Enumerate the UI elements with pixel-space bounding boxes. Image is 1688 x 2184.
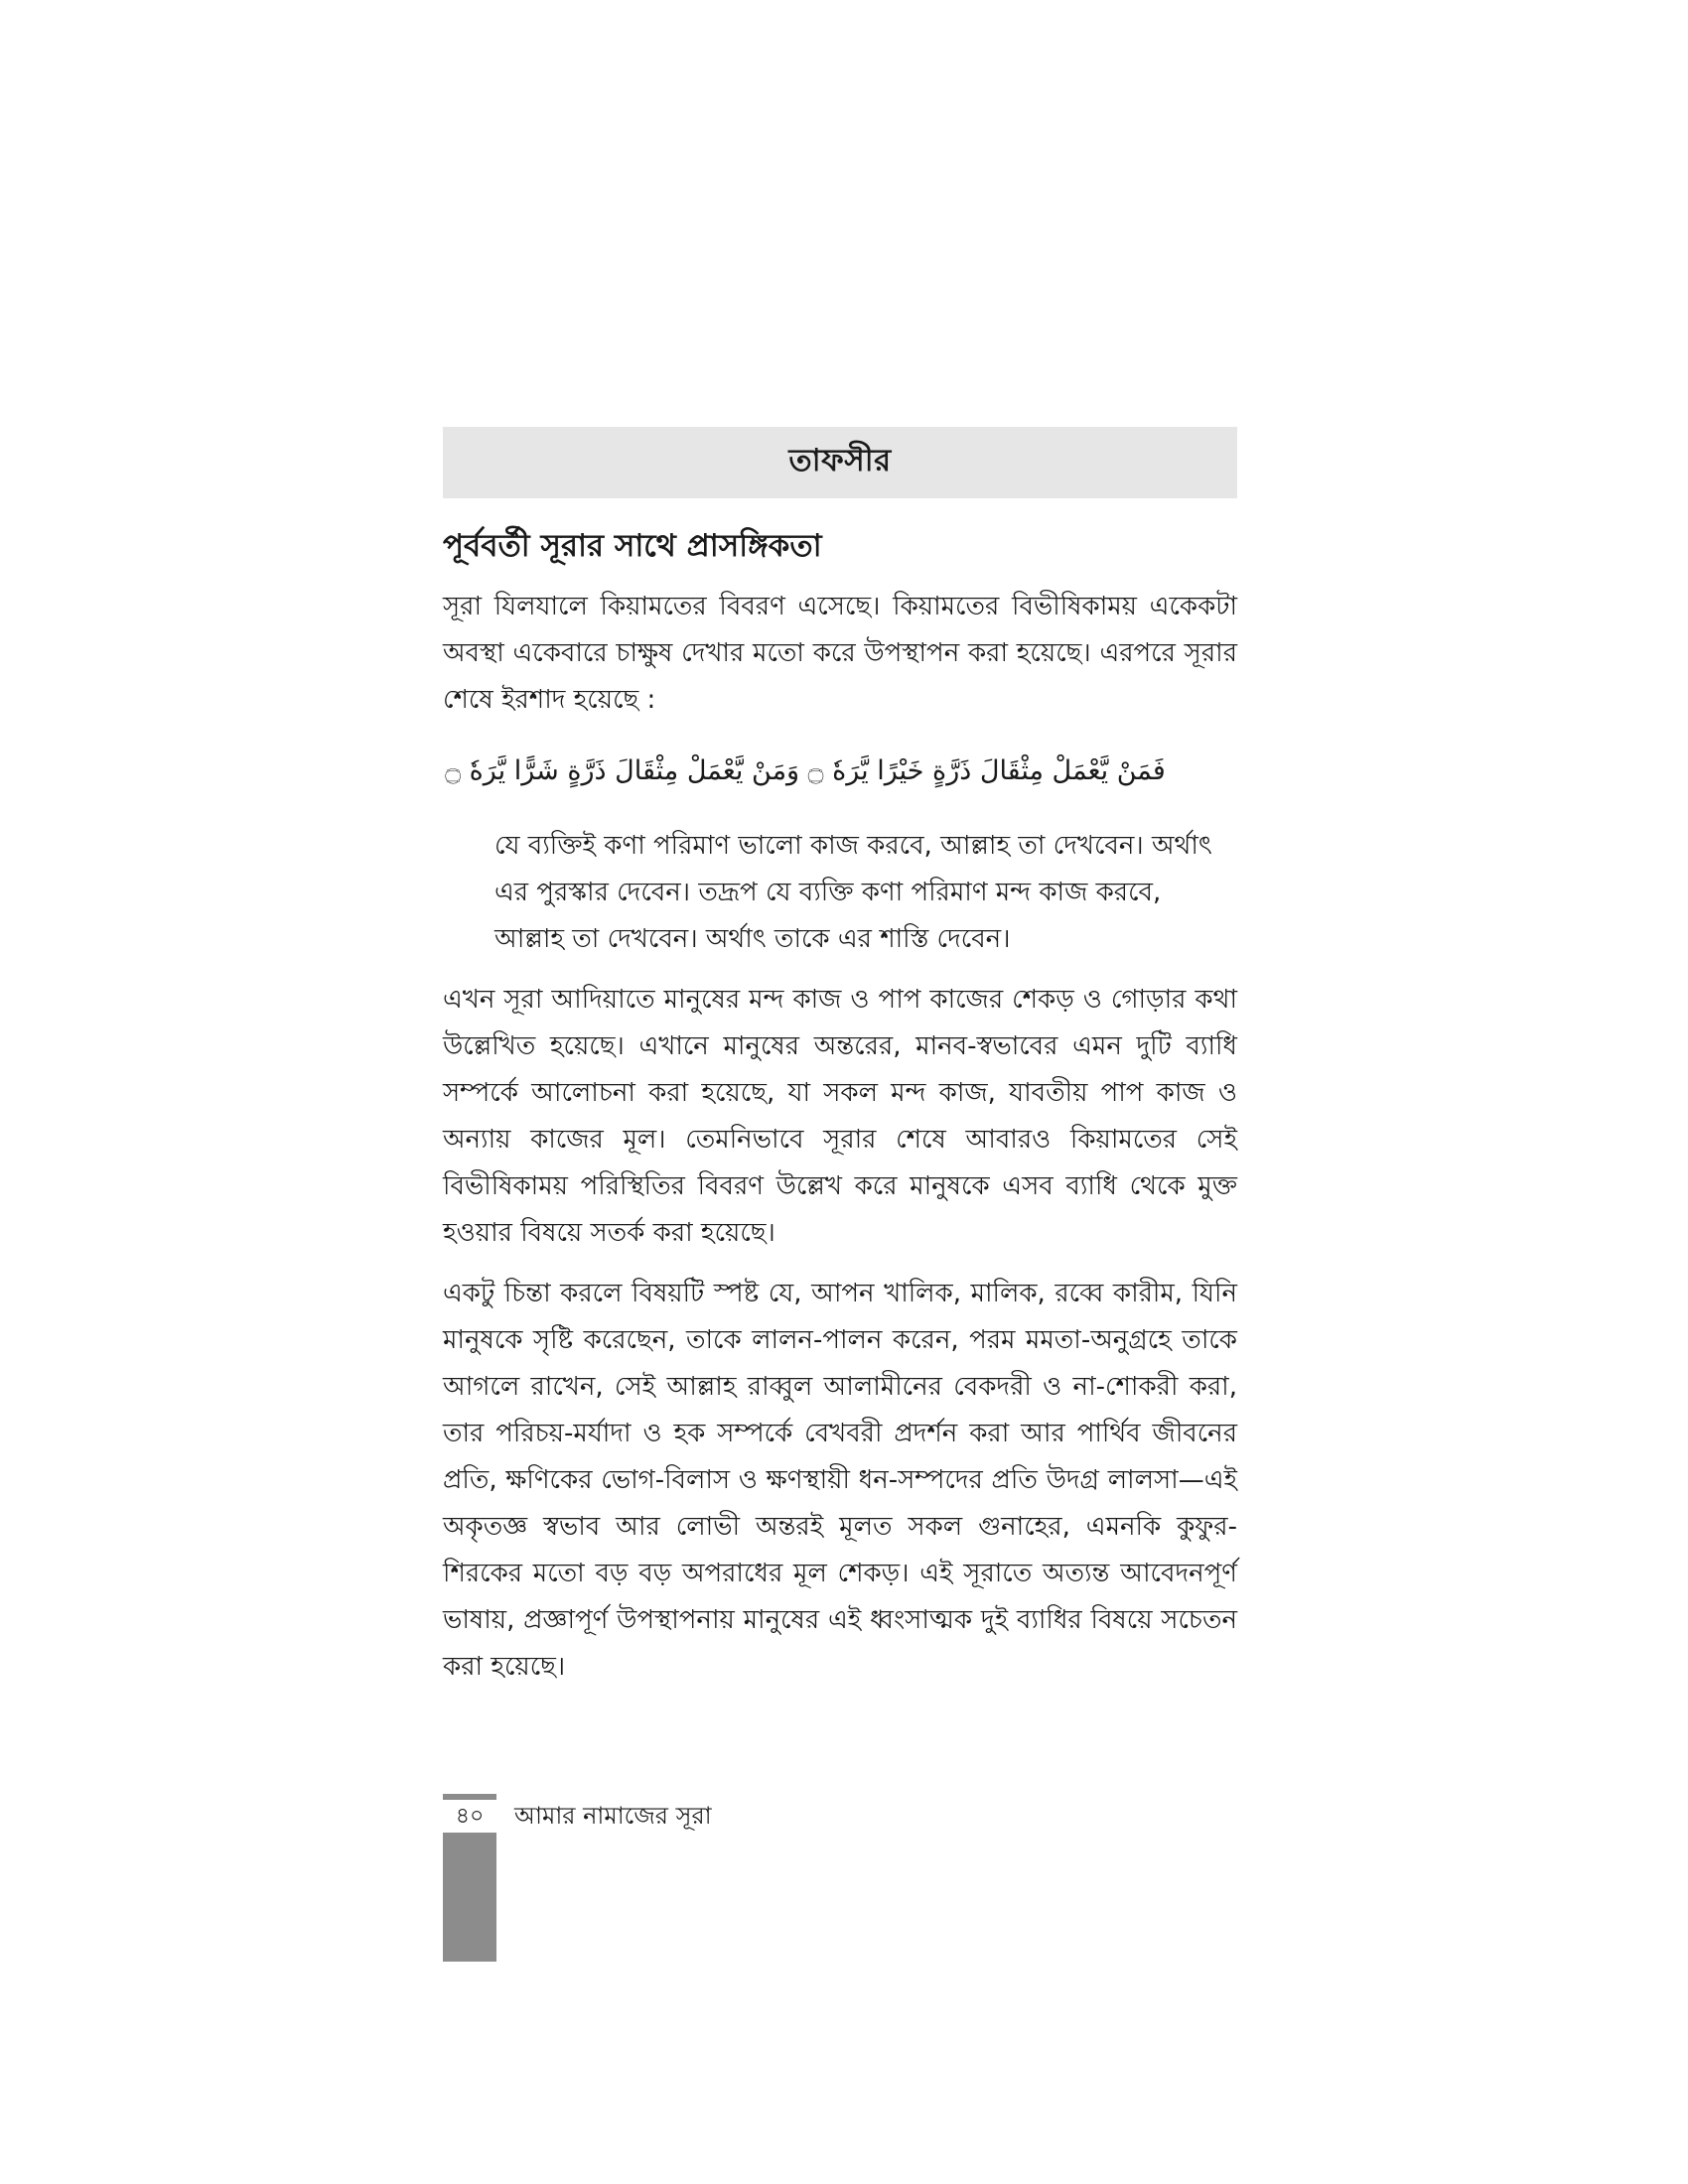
page-content	[443, 516, 1237, 1705]
arabic-verse: فَمَنْ يَّعْمَلْ مِثْقَالَ ذَرَّةٍ خَيْرًا يَّرَهٗ ۝ وَمَنْ يَّعْمَلْ مِثْقَالَ ذَرَّةٍ شَرًّا يَّرَهٗ ۝	[445, 755, 1166, 787]
verse-translation: যে ব্যক্তিই কণা পরিমাণ ভালো কাজ করবে, আল্লাহ তা দেখবেন। অর্থাৎ এর পুরস্কার দেবেন। তদ্রূপ যে ব্যক্তি কণা পরিমাণ মন্দ কাজ করবে, আল্লাহ তা দেখবেন। অর্থাৎ তাকে এর শাস্তি দেবেন।	[494, 831, 1212, 955]
section-header-band	[443, 427, 1237, 498]
paragraph-3: একটু চিন্তা করলে বিষয়টি স্পষ্ট যে, আপন খালিক, মালিক, রব্বে কারীম, যিনি মানুষকে সৃষ্টি করেছেন, তাকে লালন-পালন করেন, পরম মমতা-অনুগ্রহে তাকে আগলে রাখেন, সেই আল্লাহ রাব্বুল আলামীনের বেকদরী ও না-শোকরী করা, তার পরিচয়-মর্যাদা ও হক সম্পর্কে বেখবরী প্রদর্শন করা আর পার্থিব জীবনের প্রতি, ক্ষণিকের ভোগ-বিলাস ও ক্ষণস্থায়ী ধন-সম্পদের প্রতি উদগ্র লালসা—এই অকৃতজ্ঞ স্বভাব আর লোভী অন্তরই মূলত সকল গুনাহের, এমনকি কুফুর-শিরকের মতো বড় বড় অপরাধের মূল শেকড়। এই সূরাতে অত্যন্ত আবেদনপূর্ণ ভাষায়, প্রজ্ঞাপূর্ণ উপস্থাপনায় মানুষের এই ধ্বংসাত্মক দুই ব্যাধির বিষয়ে সচেতন করা হয়েছে।	[443, 1279, 1237, 1683]
running-book-title: আমার নামাজের সূরা	[514, 1802, 712, 1830]
section-header-title: তাফসীর	[788, 443, 892, 478]
intro-paragraph: সূরা যিলযালে কিয়ামতের বিবরণ এসেছে। কিয়ামতের বিভীষিকাময় একেকটা অবস্থা একেবারে চাক্ষুষ দেখার মতো করে উপস্থাপন করা হয়েছে। এরপরে সূরার শেষে ইরশাদ হয়েছে :	[443, 592, 1237, 716]
page-footer	[443, 1793, 712, 1833]
footer-tab-bar	[443, 1833, 496, 1962]
page-number: ৪০	[443, 1794, 496, 1832]
paragraph-2: এখন সূরা আদিয়াতে মানুষের মন্দ কাজ ও পাপ কাজের শেকড় ও গোড়ার কথা উল্লেখিত হয়েছে। এখানে মানুষের অন্তরের, মানব-স্বভাবের এমন দুটি ব্যাধি সম্পর্কে আলোচনা করা হয়েছে, যা সকল মন্দ কাজ, যাবতীয় পাপ কাজ ও অন্যায় কাজের মূল। তেমনিভাবে সূরার শেষে আবারও কিয়ামতের সেই বিভীষিকাময় পরিস্থিতির বিবরণ উল্লেখ করে মানুষকে এসব ব্যাধি থেকে মুক্ত হওয়ার বিষয়ে সতর্ক করা হয়েছে।	[443, 985, 1237, 1249]
section-heading: পূর্ববর্তী সূরার সাথে প্রাসঙ্গিকতা	[443, 528, 822, 564]
